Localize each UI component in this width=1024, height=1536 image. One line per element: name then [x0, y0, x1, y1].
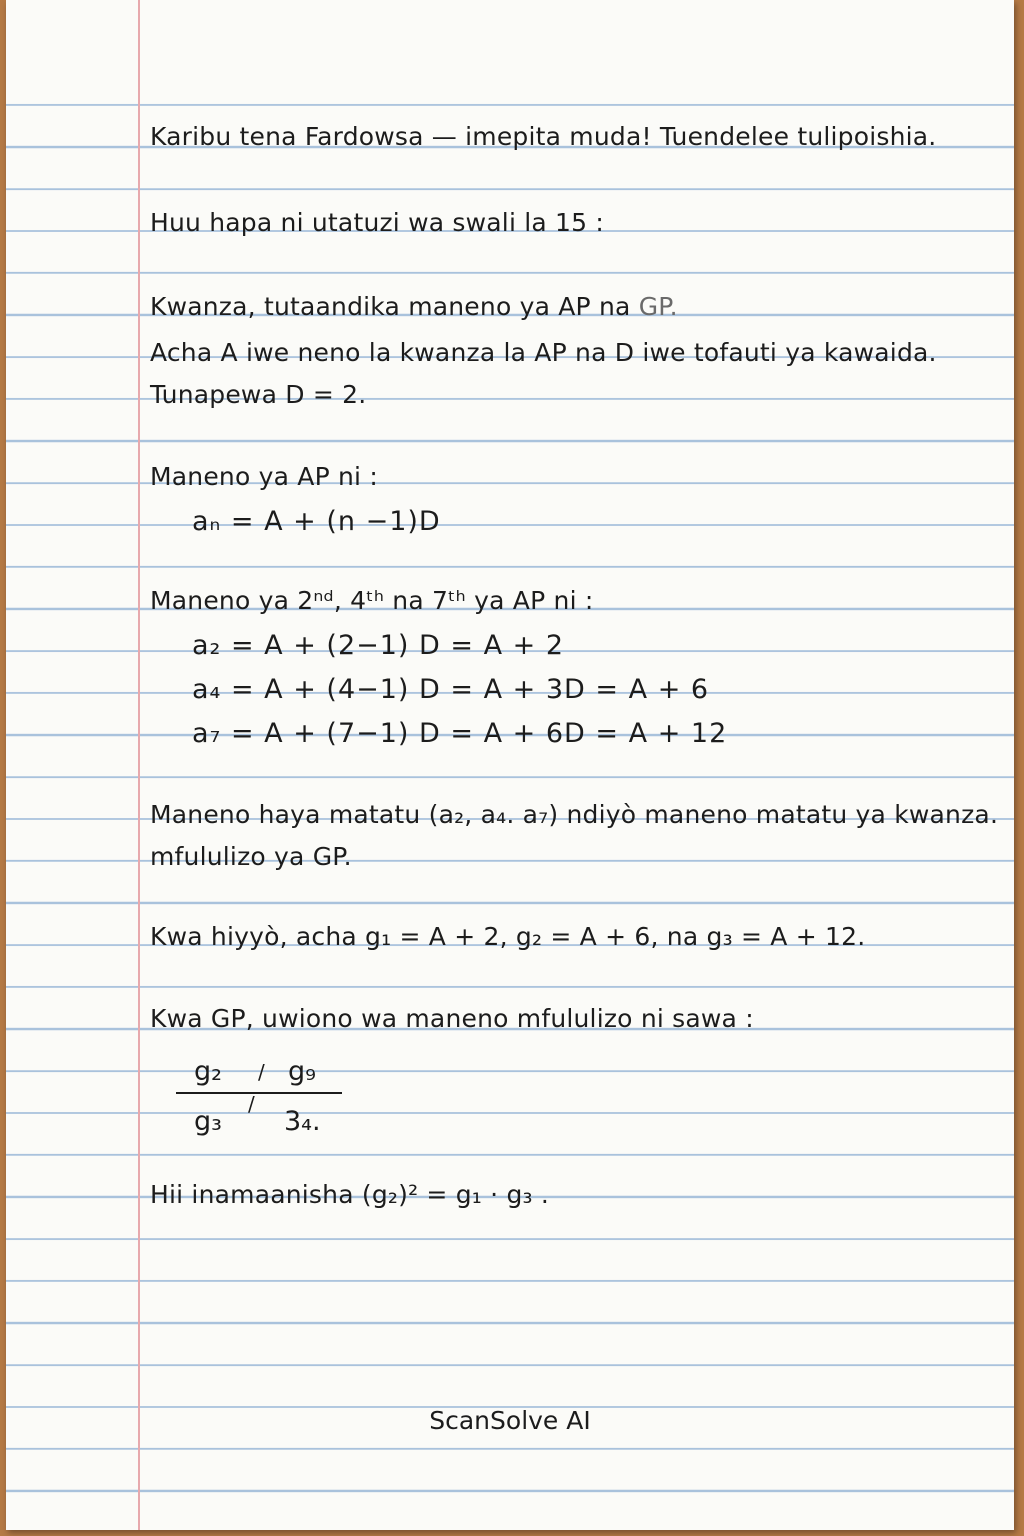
ratio-top-sep: / [258, 1060, 265, 1084]
ratio-top-left: g₂ [194, 1056, 222, 1087]
ratio-fraction [176, 1056, 346, 1146]
ratio-top-right: g₉ [288, 1056, 316, 1087]
ratio-bottom-right: 3₄. [284, 1106, 321, 1137]
a4-equation: a₄ = A + (4−1) D = A + 3D = A + 6 [192, 674, 710, 705]
ratio-bottom-sep: / [248, 1092, 255, 1116]
step1-text: Kwanza, tutaandika maneno ya AP na [150, 292, 639, 321]
a7-equation: a₇ = A + (7−1) D = A + 6D = A + 12 [192, 718, 728, 749]
step1-line2: Acha A iwe neno la kwanza la AP na D iwe tofauti ya kawaida. [150, 338, 937, 367]
step1-line3: Tunapewa D = 2. [150, 380, 367, 409]
define-g-line: Kwa hiyyò, acha g₁ = A + 2, g₂ = A + 6, na g₃ = A + 12. [150, 922, 866, 951]
step1-gp: GP. [638, 292, 678, 321]
ap-terms-label: Maneno ya AP ni : [150, 462, 378, 491]
ratio-bottom-left: g₃ [194, 1106, 222, 1137]
intro-line: Huu hapa ni utatuzi wa swali la 15 : [150, 208, 605, 237]
greeting-line: Karibu tena Fardowsa — imepita muda! Tuendelee tulipoishia. [150, 122, 937, 151]
margin-line [138, 0, 140, 1530]
fraction-bar [176, 1092, 342, 1094]
step1-line [150, 292, 678, 321]
gp-note-line1: Maneno haya matatu (a₂, a₄. a₇) ndiyò maneno matatu ya kwanza. [150, 800, 999, 829]
brand-footer: ScanSolve AI [429, 1406, 591, 1435]
gp-note-line2: mfululizo ya GP. [150, 842, 352, 871]
a2-equation: a₂ = A + (2−1) D = A + 2 [192, 630, 565, 661]
terms-label: Maneno ya 2ⁿᵈ, 4ᵗʰ na 7ᵗʰ ya AP ni : [150, 586, 594, 615]
notebook-page [6, 0, 1014, 1530]
ratio-label: Kwa GP, uwiono wa maneno mfululizo ni sawa : [150, 1004, 754, 1033]
conclusion-line: Hii inamaanisha (g₂)² = g₁ · g₃ . [150, 1180, 550, 1209]
ap-formula: aₙ = A + (n −1)D [192, 506, 441, 537]
